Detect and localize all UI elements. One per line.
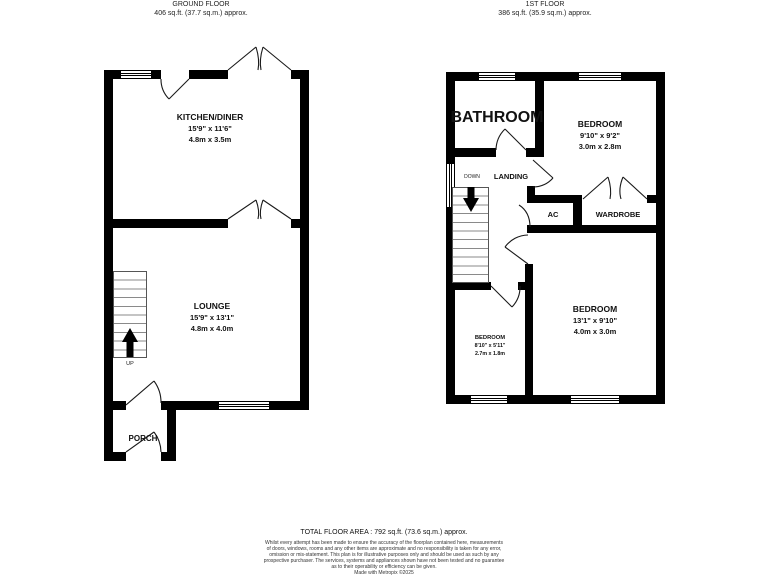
ground-floor-title: GROUND FLOOR: [172, 1, 230, 8]
down-label: DOWN: [464, 174, 480, 180]
disclaimer-line: Whilst every attempt has been made to ensure the accuracy of the floorplan contained here, measurements: [265, 540, 503, 546]
french-door-leaves: [228, 47, 291, 70]
room-name: BEDROOM: [474, 335, 506, 341]
bedroom-rear-label: [573, 304, 617, 337]
bathroom-label: BATHROOM: [450, 109, 544, 126]
up-label: UP: [126, 361, 134, 367]
door-leaf: [505, 247, 528, 264]
wardrobe-label: WARDROBE: [595, 210, 641, 219]
door-leaf: [533, 160, 553, 178]
door-swing: [505, 235, 528, 247]
ground-floor-area: 406 sq.ft. (37.7 sq.m.) approx.: [154, 9, 248, 17]
french-door-swing: [256, 200, 263, 219]
room-name: KITCHEN/DINER: [176, 112, 244, 122]
total-floor-area: TOTAL FLOOR AREA : 792 sq.ft. (73.6 sq.m.) approx.: [300, 529, 468, 536]
down-arrow-icon: [463, 187, 479, 212]
room-dims-imperial: 15'9" x 13'1": [189, 313, 235, 322]
door-swing: [161, 79, 169, 99]
room-dims-metric: 3.0m x 2.8m: [578, 142, 622, 151]
disclaimer: [264, 541, 505, 576]
french-door-leaves: [228, 200, 291, 219]
room-dims-metric: 4.0m x 3.0m: [573, 327, 617, 336]
room-dims-imperial: 15'9" x 11'6": [188, 124, 232, 133]
door-leaf: [169, 79, 189, 99]
door-swing: [533, 178, 553, 187]
room-name: BEDROOM: [572, 304, 618, 314]
lounge-label: [190, 301, 234, 334]
room-dims-metric: 4.8m x 3.5m: [188, 135, 232, 144]
up-arrow-icon: [122, 328, 138, 357]
door-swing: [496, 129, 505, 150]
door-leaf: [491, 286, 512, 307]
disclaimer-line: prospective purchaser. The services, systems and appliances shown have not been tested and no guarantee: [263, 557, 505, 564]
kitchen-diner-label: [177, 112, 244, 145]
landing-label: LANDING: [493, 172, 529, 181]
door-swing: [512, 286, 520, 307]
ac-label: AC: [547, 210, 559, 219]
room-dims-metric: 4.8m x 4.0m: [190, 324, 234, 333]
bedroom-small-label: [475, 334, 506, 358]
room-dims-imperial: 8'10" x 5'11": [474, 343, 506, 349]
first-floor-area: 386 sq.ft. (35.9 sq.m.) approx.: [498, 9, 592, 17]
first-floor-title: 1ST FLOOR: [525, 1, 565, 8]
room-dims-metric: 2.7m x 1.8m: [474, 351, 506, 357]
disclaimer-line: omission or mis-statement. This plan is for illustrative purposes only and should be used as such by any: [269, 551, 499, 558]
disclaimer-line: as to their operability or efficiency can be given.: [331, 563, 437, 570]
bedroom-front-label: [578, 119, 622, 152]
disclaimer-line: of doors, windows, rooms and any other items are approximate and no responsibility is taken for any error,: [266, 545, 502, 552]
door-leaf: [126, 381, 154, 405]
door-swing: [154, 381, 161, 403]
door-swing: [519, 205, 530, 227]
door-leaf: [505, 129, 526, 150]
wardrobe-door-swing: [608, 177, 623, 199]
credit-line: Made with Metropix ©2025: [354, 569, 414, 576]
room-name: BEDROOM: [577, 119, 623, 129]
room-name: LOUNGE: [193, 301, 231, 311]
room-dims-imperial: 13'1" x 9'10": [572, 316, 618, 325]
french-door-swing: [256, 47, 263, 70]
room-dims-imperial: 9'10" x 9'2": [580, 131, 620, 140]
wardrobe-door-leaves: [583, 177, 647, 199]
porch-label: PORCH: [128, 434, 158, 443]
